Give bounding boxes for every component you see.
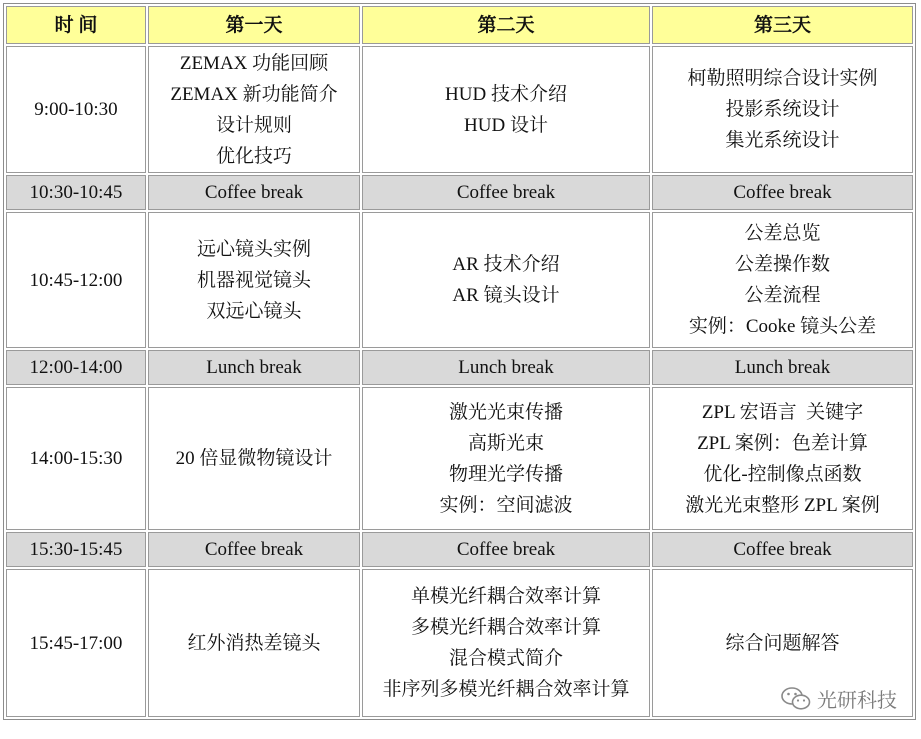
header-day2: 第二天 xyxy=(362,6,650,44)
table-row xyxy=(6,387,913,530)
session-item: 公差流程 xyxy=(744,285,821,306)
session-item: 柯勒照明综合设计实例 xyxy=(687,68,878,89)
session-item: 物理光学传播 xyxy=(448,463,563,485)
table-row xyxy=(6,212,913,348)
session-item: ZPL 宏语言 关键字 xyxy=(701,401,864,423)
time-cell: 12:00-14:00 xyxy=(6,350,146,385)
day3-cell: Lunch break xyxy=(652,350,913,385)
day1-cell: Coffee break xyxy=(148,175,360,210)
session-item: 公差操作数 xyxy=(734,254,830,275)
day1-cell: Coffee break xyxy=(148,532,360,567)
day3-cell: Coffee break xyxy=(652,532,913,567)
day1-cell: Lunch break xyxy=(148,350,360,385)
day2-cell xyxy=(362,569,650,717)
session-item: 高斯光束 xyxy=(467,432,544,454)
schedule-table xyxy=(3,3,916,720)
day2-cell: Coffee break xyxy=(362,175,650,210)
time-cell: 14:00-15:30 xyxy=(6,387,146,530)
day3-cell: Coffee break xyxy=(652,175,913,210)
session-item: ZEMAX 功能回顾 xyxy=(179,52,329,74)
day1-cell xyxy=(148,212,360,348)
session-item: 混合模式简介 xyxy=(448,648,563,669)
table-row xyxy=(6,569,913,717)
session-item: 多模光纤耦合效率计算 xyxy=(410,617,601,638)
header-row xyxy=(6,6,913,44)
time-cell: 10:45-12:00 xyxy=(6,212,146,348)
day3-cell xyxy=(652,46,913,173)
session-item: 20 倍显微物镜设计 xyxy=(175,448,333,469)
watermark-text: 光研科技 xyxy=(817,688,897,712)
day2-cell: Lunch break xyxy=(362,350,650,385)
table-row xyxy=(6,46,913,173)
session-item: ZPL 案例：色差计算 xyxy=(697,432,868,454)
day2-cell xyxy=(362,212,650,348)
header-day1: 第一天 xyxy=(148,6,360,44)
session-item: 单模光纤耦合效率计算 xyxy=(410,586,601,607)
session-item: 公差总览 xyxy=(744,223,821,244)
day1-cell xyxy=(148,569,360,717)
day3-cell xyxy=(652,387,913,530)
session-item: 远心镜头实例 xyxy=(196,238,311,260)
session-item: AR 技术介绍 xyxy=(452,254,560,275)
header-day3: 第三天 xyxy=(652,6,913,44)
time-cell: 9:00-10:30 xyxy=(6,46,146,173)
session-item: HUD 设计 xyxy=(464,114,548,136)
time-cell: 15:30-15:45 xyxy=(6,532,146,567)
day3-cell xyxy=(652,212,913,348)
session-item: 非序列多模光纤耦合效率计算 xyxy=(382,679,630,700)
session-item: 激光光束传播 xyxy=(448,401,563,423)
header-time: 时 间 xyxy=(6,6,146,44)
session-item: 激光光束整形 ZPL 案例 xyxy=(685,494,880,516)
session-item: HUD 技术介绍 xyxy=(445,83,567,105)
session-item: 集光系统设计 xyxy=(725,130,840,151)
session-item: 红外消热差镜头 xyxy=(187,632,321,654)
session-item: 实例：空间滤波 xyxy=(439,494,573,516)
time-cell: 15:45-17:00 xyxy=(6,569,146,717)
session-item: 优化技巧 xyxy=(215,145,292,167)
watermark xyxy=(779,684,899,713)
day1-cell xyxy=(148,387,360,530)
day2-cell: Coffee break xyxy=(362,532,650,567)
table-row xyxy=(6,350,913,385)
session-item: 投影系统设计 xyxy=(725,99,840,120)
wechat-icon xyxy=(781,686,811,712)
session-item: 优化-控制像点函数 xyxy=(703,463,862,485)
session-item: ZEMAX 新功能简介 xyxy=(170,83,338,105)
table-row xyxy=(6,175,913,210)
day1-cell xyxy=(148,46,360,173)
table-row xyxy=(6,532,913,567)
session-item: 设计规则 xyxy=(215,114,292,136)
day2-cell xyxy=(362,387,650,530)
session-item: 双远心镜头 xyxy=(206,300,302,322)
day2-cell xyxy=(362,46,650,173)
session-item: 综合问题解答 xyxy=(725,632,840,654)
session-item: AR 镜头设计 xyxy=(452,285,560,306)
time-cell: 10:30-10:45 xyxy=(6,175,146,210)
session-item: 机器视觉镜头 xyxy=(196,269,311,291)
session-item: 实例：Cooke 镜头公差 xyxy=(688,316,877,337)
